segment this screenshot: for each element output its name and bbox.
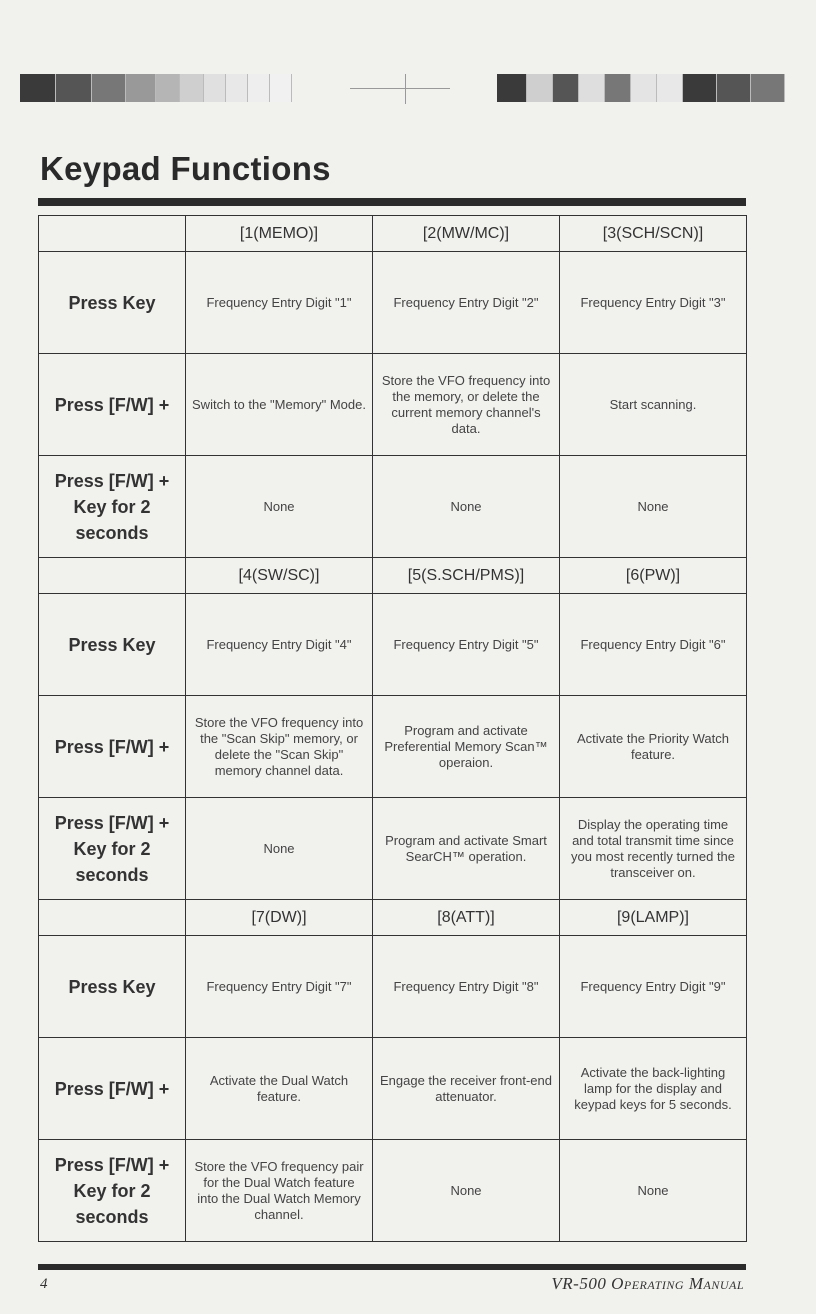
function-cell: Frequency Entry Digit "4"	[186, 594, 373, 696]
key-name: [6(PW)]	[560, 558, 747, 594]
function-cell: Display the operating time and total transmit time since you most recently turned the transceiver on.	[560, 798, 747, 900]
table-row	[39, 252, 747, 354]
function-cell: Program and activate Smart SearCH™ operation.	[373, 798, 560, 900]
empty-header-cell	[39, 216, 186, 252]
row-label: Press [F/W] + Key for 2 seconds	[39, 798, 186, 900]
row-label: Press Key	[39, 594, 186, 696]
key-name: [5(S.SCH/PMS)]	[373, 558, 560, 594]
function-cell: None	[186, 456, 373, 558]
table-row	[39, 456, 747, 558]
key-name: [4(SW/SC)]	[186, 558, 373, 594]
table-row	[39, 696, 747, 798]
function-cell: Frequency Entry Digit "2"	[373, 252, 560, 354]
empty-header-cell	[39, 900, 186, 936]
key-header-row	[39, 558, 747, 594]
function-cell: Engage the receiver front-end attenuator.	[373, 1038, 560, 1140]
function-cell: Frequency Entry Digit "6"	[560, 594, 747, 696]
function-cell: Switch to the "Memory" Mode.	[186, 354, 373, 456]
function-cell: None	[560, 1140, 747, 1242]
function-cell: Store the VFO frequency pair for the Dual Watch feature into the Dual Watch Memory channel.	[186, 1140, 373, 1242]
key-name: [8(ATT)]	[373, 900, 560, 936]
crosshair-mark-vertical	[405, 74, 406, 104]
function-cell: Program and activate Preferential Memory Scan™ operaion.	[373, 696, 560, 798]
function-cell: None	[373, 456, 560, 558]
row-label: Press Key	[39, 252, 186, 354]
row-label: Press [F/W] + Key for 2 seconds	[39, 1140, 186, 1242]
function-cell: Frequency Entry Digit "8"	[373, 936, 560, 1038]
table-row	[39, 354, 747, 456]
key-header-row	[39, 900, 747, 936]
function-cell: None	[186, 798, 373, 900]
header-decoration-right	[497, 74, 785, 102]
keypad-functions-table	[38, 215, 747, 1242]
table-row	[39, 798, 747, 900]
row-label: Press Key	[39, 936, 186, 1038]
table-row	[39, 1140, 747, 1242]
function-cell: Store the VFO frequency into the "Scan Skip" memory, or delete the "Scan Skip" memory channel data.	[186, 696, 373, 798]
empty-header-cell	[39, 558, 186, 594]
row-label: Press [F/W] +	[39, 354, 186, 456]
function-cell: Store the VFO frequency into the memory, or delete the current memory channel's data.	[373, 354, 560, 456]
function-cell: Activate the back-lighting lamp for the display and keypad keys for 5 seconds.	[560, 1038, 747, 1140]
function-cell: Frequency Entry Digit "3"	[560, 252, 747, 354]
title-rule	[38, 198, 746, 206]
key-name: [9(LAMP)]	[560, 900, 747, 936]
page-number: 4	[40, 1276, 48, 1292]
function-cell: Activate the Priority Watch feature.	[560, 696, 747, 798]
table-row	[39, 936, 747, 1038]
table-row	[39, 1038, 747, 1140]
key-name: [1(MEMO)]	[186, 216, 373, 252]
row-label: Press [F/W] + Key for 2 seconds	[39, 456, 186, 558]
function-cell: Frequency Entry Digit "7"	[186, 936, 373, 1038]
header-decoration-left	[20, 74, 292, 102]
manual-title: VR-500 Operating Manual	[551, 1274, 744, 1293]
function-cell: None	[560, 456, 747, 558]
footer-rule	[38, 1264, 746, 1270]
row-label: Press [F/W] +	[39, 696, 186, 798]
page-title: Keypad Functions	[40, 150, 331, 187]
function-cell: Frequency Entry Digit "1"	[186, 252, 373, 354]
table-row	[39, 594, 747, 696]
key-name: [2(MW/MC)]	[373, 216, 560, 252]
function-cell: Start scanning.	[560, 354, 747, 456]
key-name: [3(SCH/SCN)]	[560, 216, 747, 252]
row-label: Press [F/W] +	[39, 1038, 186, 1140]
function-cell: Frequency Entry Digit "9"	[560, 936, 747, 1038]
function-cell: None	[373, 1140, 560, 1242]
function-cell: Frequency Entry Digit "5"	[373, 594, 560, 696]
function-cell: Activate the Dual Watch feature.	[186, 1038, 373, 1140]
key-header-row	[39, 216, 747, 252]
crosshair-mark	[350, 88, 450, 89]
key-name: [7(DW)]	[186, 900, 373, 936]
